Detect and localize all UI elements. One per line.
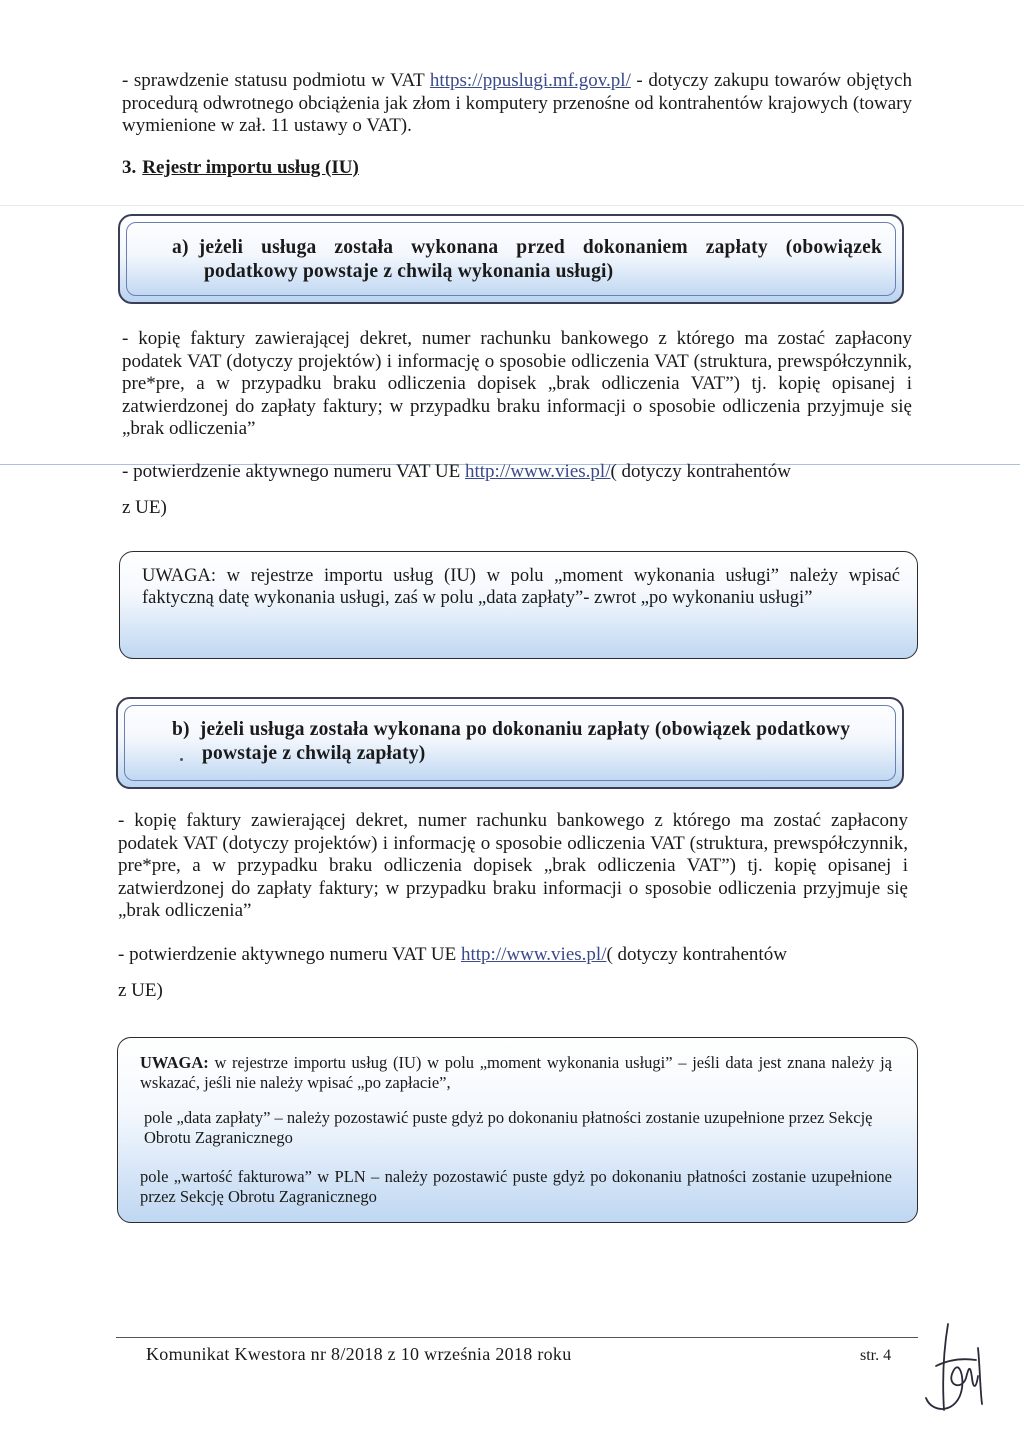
case-b-note-text2: pole „data zapłaty” – należy pozostawić puste gdyż po dokonaniu płatności zostanie uzupełnione przez Sekcję Obrotu Zagranicznego bbox=[144, 1108, 873, 1147]
case-a-vat-suffix: ( dotyczy kontrahentów bbox=[610, 461, 791, 482]
case-a-line2: podatkowy powstaje z chwilą wykonania usługi) bbox=[204, 261, 614, 282]
case-a-label: a) bbox=[172, 237, 189, 258]
case-a-note-body: : w rejestrze importu usług (IU) w polu „moment wykonania usługi” należy wpisać faktyczną datę wykonania usługi, zaś w polu „data zapłaty”- zwrot „po wykonaniu usługi” bbox=[142, 566, 900, 608]
case-a-vat-paragraph bbox=[122, 461, 912, 484]
case-b-line1: jeżeli usługa została wykonana po dokonaniu zapłaty (obowiązek podatkowy bbox=[199, 719, 851, 740]
case-b-label: b) bbox=[172, 719, 190, 740]
case-b-vies-link[interactable]: http://www.vies.pl/ bbox=[460, 944, 607, 965]
case-a-vat-prefix: - potwierdzenie aktywnego numeru VAT UE bbox=[122, 461, 465, 482]
case-a-line1: jeżeli usługa została wykonana przed dokonaniem zapłaty (obowiązek bbox=[198, 237, 882, 258]
case-b-note-body1: w rejestrze importu usług (IU) w polu „moment wykonania usługi” – jeśli data jest znana należy ją wskazać, jeśli nie należy wpisać „po zapłacie”, bbox=[140, 1053, 892, 1092]
case-b-vat-prefix: - potwierdzenie aktywnego numeru VAT UE bbox=[118, 944, 461, 965]
scan-line bbox=[0, 205, 1024, 206]
case-b-note-text1 bbox=[140, 1053, 892, 1093]
section-title: Rejestr importu usług (IU) bbox=[142, 157, 359, 178]
intro-paragraph bbox=[122, 70, 912, 138]
case-a-vat-line2: z UE) bbox=[122, 497, 167, 518]
case-b-note-label: UWAGA: bbox=[140, 1053, 209, 1072]
case-b-line2: powstaje z chwilą zapłaty) bbox=[202, 743, 426, 764]
section-number: 3. bbox=[122, 157, 137, 178]
intro-suffix: - dotyczy zakupu towarów objętych procedurą odwrotnego obciążenia jak złom i komputery przenośne od kontrahentów krajowych (towary wymienione w zał. 11 ustawy o VAT). bbox=[122, 70, 912, 136]
footer-title: Komunikat Kwestora nr 8/2018 z 10 września 2018 roku bbox=[146, 1344, 572, 1364]
section-heading bbox=[122, 157, 359, 179]
case-a-vies-link[interactable]: http://www.vies.pl/ bbox=[464, 461, 611, 482]
case-a-note-text bbox=[142, 565, 900, 609]
case-b-vat-suffix: ( dotyczy kontrahentów bbox=[606, 944, 787, 965]
case-a-heading bbox=[172, 236, 882, 284]
footer-divider bbox=[116, 1337, 918, 1338]
ppuslugi-link[interactable]: https://ppuslugi.mf.gov.pl/ bbox=[429, 70, 631, 91]
signature-icon bbox=[918, 1318, 988, 1418]
case-b-heading bbox=[172, 718, 884, 766]
case-a-note-label: UWAGA bbox=[142, 566, 211, 586]
intro-prefix: - sprawdzenie statusu podmiotu w VAT bbox=[122, 70, 430, 91]
case-b-note-text3: pole „wartość fakturowa” w PLN – należy pozostawić puste gdyż po dokonaniu płatności zostanie uzupełnione przez Sekcję Obrotu Zagranicznego bbox=[140, 1167, 892, 1206]
case-b-vat-line2: z UE) bbox=[118, 980, 163, 1001]
case-b-copy-paragraph: - kopię faktury zawierającej dekret, numer rachunku bankowego z którego ma zostać zapłacony podatek VAT (dotyczy projektów) i informację o sposobie odliczenia VAT (struktura, prewspółczynnik, pre*pre, a w przypadku braku odliczenia dopisek „brak odliczenia VAT”) tj. kopię opisanej i zatwierdzonej do zapłaty faktury; w przypadku braku informacji o sposobie odliczenia przyjmuje się „brak odliczenia” bbox=[118, 810, 908, 921]
page-number: str. 4 bbox=[860, 1347, 892, 1364]
case-b-vat-paragraph bbox=[118, 944, 908, 967]
case-a-copy-paragraph: - kopię faktury zawierającej dekret, numer rachunku bankowego z którego ma zostać zapłacony podatek VAT (dotyczy projektów) i informację o sposobie odliczenia VAT (struktura, prewspółczynnik, pre*pre, a w przypadku braku odliczenia dopisek „brak odliczenia VAT”) tj. kopię opisanej i zatwierdzonej do zapłaty faktury; w przypadku braku informacji o sposobie odliczenia przyjmuje się „brak odliczenia” bbox=[122, 328, 912, 439]
